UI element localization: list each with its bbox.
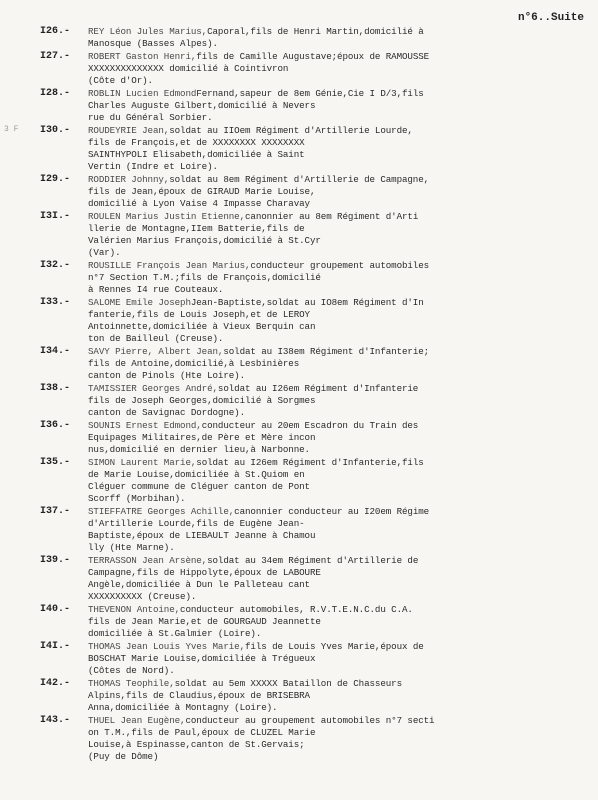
entry-person-name: ROBLIN Lucien Edmond — [88, 88, 197, 99]
entry-text — [88, 51, 598, 87]
entry-details: conducteur au 20em Escadron du Train des Equipages Militaires,de Père et Mère incon nus,domicilié en dernier lieu,à Narbonne. — [88, 420, 419, 455]
entry-row — [0, 506, 598, 554]
entry-details: conducteur au groupement automobiles n°7 secti on T.M.,fils de Paul,époux de CLUZEL Marie Louise,à Espinasse,canton de St.Gervais; (Puy de Dôme) — [88, 715, 435, 762]
entry-details: Fernand,sapeur de 8em Génie,Cie I D/3,fils Charles Auguste Gilbert,domicilié à Nevers rue du Général Sorbier. — [88, 88, 424, 123]
entry-row — [0, 383, 598, 419]
entry-person-name: THUEL Jean Eugène, — [88, 715, 186, 726]
entry-number: I33.- — [40, 297, 71, 308]
entry-details: conducteur groupement automobiles n°7 Section T.M.;fils de François,domicilié à Rennes I4 rue Couteaux. — [88, 260, 430, 295]
entry-number: I34.- — [40, 346, 71, 357]
entry-number: I26.- — [40, 26, 71, 37]
entry-person-name: SAVY Pierre, Albert Jean, — [88, 346, 224, 357]
entry-text — [88, 457, 598, 505]
entry-details: soldat au IIOem Régiment d'Artillerie Lourde, fils de François,et de XXXXXXXX XXXXXXXX SAINTHYPOLI Elisabeth,domiciliée à Saint Vertin (Indre et Loire). — [88, 125, 413, 172]
entry-details: soldat au 34em Régiment d'Artillerie de Campagne,fils de Hippolyte,époux de LABOURE Angèle,domiciliée à Dun le Palleteau cant XXXXXXXXXX (Creuse). — [88, 555, 419, 602]
entry-person-name: TAMISSIER Georges André, — [88, 383, 218, 394]
entry-person-name: THEVENON Antoine, — [88, 604, 181, 615]
entry-person-name: ROUDEYRIE Jean, — [88, 125, 170, 136]
entry-row — [0, 174, 598, 210]
entry-number: I35.- — [40, 457, 71, 468]
entry-number: I30.- — [40, 125, 71, 136]
entry-row — [0, 641, 598, 677]
entry-text — [88, 26, 598, 50]
entry-person-name: ROULEN Marius Justin Etienne, — [88, 211, 245, 222]
entry-row — [0, 125, 598, 173]
entry-number: I27.- — [40, 51, 71, 62]
entry-number: I29.- — [40, 174, 71, 185]
entry-number: I37.- — [40, 506, 71, 517]
entry-row — [0, 678, 598, 714]
entry-details: canonnier conducteur au I20em Régime d'Artillerie Lourde,fils de Eugène Jean- Baptiste,époux de LIEBAULT Jeanne à Chamou lly (Hte Marne). — [88, 506, 430, 553]
entry-row — [0, 555, 598, 603]
entry-row — [0, 211, 598, 259]
entry-details: soldat au I26em Régiment d'Infanterie,fils de Marie Louise,domiciliée à St.Quiom en Cléguer commune de Cléguer canton de Pont Scorff (Morbihan). — [88, 457, 424, 504]
entry-number: I28.- — [40, 88, 71, 99]
entry-text — [88, 715, 598, 763]
entry-text — [88, 297, 598, 345]
entry-text — [88, 420, 598, 456]
entry-person-name: SALOME Emile Joseph — [88, 297, 191, 308]
entry-text — [88, 346, 598, 382]
entry-row — [0, 26, 598, 50]
entry-text — [88, 383, 598, 419]
entry-details: Caporal,fils de Henri Martin,domicilié à Manosque (Basses Alpes). — [88, 26, 424, 49]
entry-person-name: SOUNIS Ernest Edmond, — [88, 420, 202, 431]
entry-details: canonnier au 8em Régiment d'Arti llerie de Montagne,IIem Batterie,fils de Valérien Marius François,domicilié à St.Cyr (Var). — [88, 211, 419, 258]
entry-number: I3I.- — [40, 211, 71, 222]
entry-number: I38.- — [40, 383, 71, 394]
entry-number: I36.- — [40, 420, 71, 431]
entry-row — [0, 260, 598, 296]
entry-details: fils de Camille Augustave;époux de RAMOUSSE XXXXXXXXXXXXXX domicilié à Cointivron (Côte d'Or). — [88, 51, 430, 86]
entry-person-name: SIMON Laurent Marie, — [88, 457, 197, 468]
entry-list — [0, 26, 598, 764]
entry-number: I32.- — [40, 260, 71, 271]
entry-details: fils de Louis Yves Marie,époux de BOSCHAT Marie Louise,domiciliée à Trégueux (Côtes de Nord). — [88, 641, 424, 676]
entry-row — [0, 297, 598, 345]
entry-details: soldat au 8em Régiment d'Artillerie de Campagne, fils de Jean,époux de GIRAUD Marie Louise, domicilié à Lyon Vaise 4 Impasse Charavay — [88, 174, 430, 209]
entry-text — [88, 174, 598, 210]
entry-row — [0, 51, 598, 87]
entry-details: soldat au I38em Régiment d'Infanterie; fils de Antoine,domicilié,à Lesbinières canton de Pinols (Hte Loire). — [88, 346, 430, 381]
entry-details: soldat au I26em Régiment d'Infanterie fils de Joseph Georges,domicilié à Sorgmes canton de Savignac Dordogne). — [88, 383, 419, 418]
entry-text — [88, 678, 598, 714]
entry-row — [0, 420, 598, 456]
page-header: n°6..Suite — [517, 12, 584, 24]
entry-row — [0, 715, 598, 763]
entry-person-name: ROBERT Gaston Henri, — [88, 51, 197, 62]
entry-person-name: RODDIER Johnny, — [88, 174, 170, 185]
entry-person-name: THOMAS Teophile, — [88, 678, 175, 689]
entry-details: Jean-Baptiste,soldat au IO8em Régiment d'In fanterie,fils de Louis Joseph,et de LEROY Antoinnette,domiciliée à Vieux Berquin can ton de Bailleul (Creuse). — [88, 297, 424, 344]
entry-text — [88, 125, 598, 173]
entry-details: soldat au 5em XXXXX Bataillon de Chasseurs Alpins,fils de Claudius,époux de BRISEBRA Anna,domiciliée à Montagny (Loire). — [88, 678, 402, 713]
entry-row — [0, 604, 598, 640]
entry-number: I42.- — [40, 678, 71, 689]
entry-text — [88, 506, 598, 554]
entry-text — [88, 88, 598, 124]
entry-text — [88, 604, 598, 640]
entry-person-name: THOMAS Jean Louis Yves Marie, — [88, 641, 245, 652]
entry-number: I43.- — [40, 715, 71, 726]
entry-number: I4I.- — [40, 641, 71, 652]
margin-annotation: 3 F — [4, 125, 19, 134]
entry-person-name: REY Léon Jules Marius, — [88, 26, 208, 37]
entry-person-name: TERRASSON Jean Arsène, — [88, 555, 208, 566]
entry-person-name: STIEFFATRE Georges Achille, — [88, 506, 235, 517]
entry-number: I39.- — [40, 555, 71, 566]
entry-row — [0, 457, 598, 505]
entry-text — [88, 641, 598, 677]
entry-person-name: ROUSILLE François Jean Marius, — [88, 260, 251, 271]
entry-text — [88, 555, 598, 603]
entry-details: conducteur automobiles, R.V.T.E.N.C.du C.A. fils de Jean Marie,et de GOURGAUD Jeannette domiciliée à St.Galmier (Loire). — [88, 604, 413, 639]
entry-text — [88, 211, 598, 259]
entry-text — [88, 260, 598, 296]
entry-number: I40.- — [40, 604, 71, 615]
entry-row — [0, 88, 598, 124]
entry-row — [0, 346, 598, 382]
